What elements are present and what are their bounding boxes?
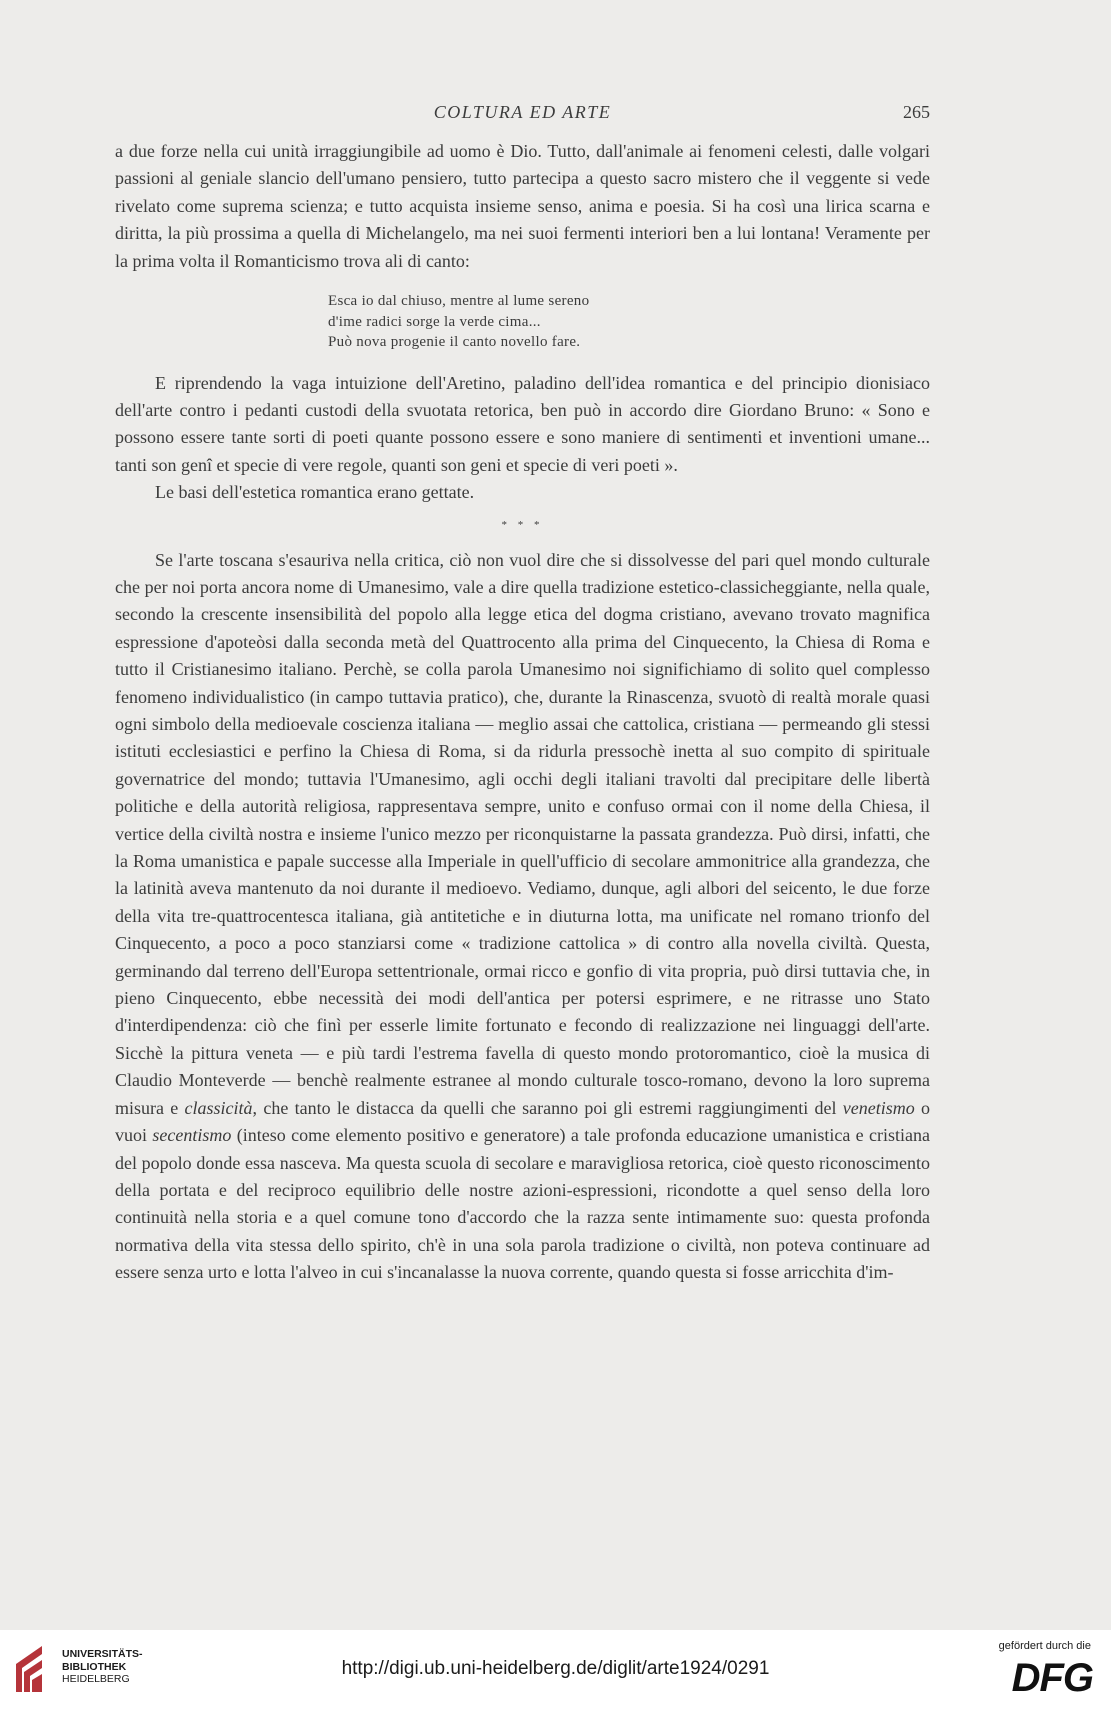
section-separator: * * * — [501, 518, 544, 531]
page-header — [115, 102, 930, 132]
library-name-line-2: BIBLIOTHEK — [62, 1660, 127, 1673]
italic-secentismo: secentismo — [152, 1125, 232, 1146]
paragraph-4-part-2: , che tanto le distacca da quelli che saranno poi gli estremi raggiungimenti del — [252, 1097, 837, 1118]
funding-caption: gefördert durch die — [998, 1640, 1091, 1652]
paragraph-3: Le basi dell'estetica romantica erano gettate. — [155, 482, 475, 503]
library-name-line-1: UNIVERSITÄTS- — [62, 1648, 143, 1660]
running-title: COLTURA ED ARTE — [433, 102, 612, 122]
verse-line-1: Esca io dal chiuso, mentre al lume sereno — [328, 293, 590, 310]
library-name-line-3: HEIDELBERG — [62, 1673, 130, 1685]
paragraph-2: E riprendendo la vaga intuizione dell'Aretino, paladino dell'idea romantica e del principio dionisiaco dell'arte contro i pedanti custodi della svuotata retorica, ben può in accordo dire Giordano Bruno: « Sono e possono essere tante sorti di poeti quante possono essere e sono maniere di sentimenti et inventioni umane... tanti son genî et specie di vere regole, quanti son geni et specie di veri poeti ». — [115, 372, 930, 475]
page-number: 265 — [903, 102, 930, 122]
italic-classicita: classicità — [184, 1097, 253, 1118]
paragraph-4-part-4: (inteso come elemento positivo e generatore) a tale profonda educazione umanistica e cristiana del popolo donde essa nasceva. Ma questa scuola di secolare e maravigliosa retorica, cioè questo riconoscimento della portata e del reciproco equilibrio delle nostre azioni-espressioni, ricondotte a quel senso della loro continuità nella storia e a quel comune tono d'accordo che la razza sente intimamente suo: questa profonda normativa della vita stessa dello spirito, ch'è in una sola parola tradizione o civiltà, non poteva continuare ad essere senza urto e lotta l'alveo in cui s'incanalasse la nuova corrente, quando questa si fosse arricchita d'im- — [115, 1125, 931, 1283]
body-text — [115, 138, 930, 1287]
paragraph-1: a due forze nella cui unità irraggiungibile ad uomo è Dio. Tutto, dall'animale ai fenomeni celesti, dalle volgari passioni al geniale slancio dell'umano pensiero, tutto partecipa a questo sacro mistero che il veggente si vede rivelato come suprema scienza; e tutto acquista insieme senso, anima e poesia. Si ha così una lirica scarna e diritta, la più prossima a quella di Michelangelo, ma nei suoi fermenti interiori ben a lui lontana! Veramente per la prima volta il Romanticismo trova ali di canto: — [115, 141, 930, 271]
paragraph-4 — [115, 547, 930, 1287]
verse-line-3: Può nova progenie il canto novello fare. — [328, 334, 581, 351]
document-url-link[interactable]: http://digi.ub.uni-heidelberg.de/diglit/arte1924/0291 — [341, 1658, 770, 1679]
dfg-logo: DFG — [1011, 1656, 1093, 1700]
verse-quote — [328, 291, 930, 353]
italic-venetismo: venetismo — [842, 1097, 915, 1118]
paragraph-4-part-1: Se l'arte toscana s'esauriva nella critica, ciò non vuol dire che si dissolvesse del pari quel mondo culturale che per noi porta ancora nome di Umanesimo, vale a dire quella tradizione estetico-classicheggiante, nella quale, secondo la crescente insensibilità del popolo alla legge etica del dogma cristiano, avevano trovato magnifica espressione d'apoteòsi dalla seconda metà del Quattrocento alla prima del Cinquecento, la Chiesa di Roma e tutto il Cristianesimo italiano. Perchè, se colla parola Umanesimo noi significhiamo di solito quel complesso fenomeno individualistico (in campo tuttavia pratico), che, durante la Rinascenza, svuotò di realtà morale quasi ogni simbolo della medioevale coscienza italiana — meglio assai che cattolica, cristiana — permeando gli stessi istituti ecclesiastici e perfino la Chiesa di Roma, si da ridurla pressochè inetta al suo compito di spirituale governatrice del mondo; tuttavia l'Umanesimo, agli occhi degli italiani travolti dal precipitare delle libertà politiche e della autorità religiosa, rappresentava sempre, unito e confuso ormai con il nome della Chiesa, il vertice della civiltà nostra e insieme l'unico mezzo per riconquistarne la passata grandezza. Può dirsi, infatti, che la Roma umanistica e papale successe alla Imperiale in quell'ufficio di secolare ammonitrice alla grandezza, che la latinità aveva mantenuto da noi durante il medioevo. Vediamo, dunque, agli albori del seicento, le due forze della vita tre-quattrocentesca italiana, già antitetiche e in diuturna lotta, ma unificate nel romano trionfo del Cinquecento, a poco a poco stanziarsi come « tradizione cattolica » di contro alla novella civiltà. Questa, germinando dal terreno dell'Europa settentrionale, ormai ricco e gonfio di vita propria, può dirsi tuttavia che, in pieno Cinquecento, ebbe necessità dei modi dell'antica per potersi esprimere, e ne ritrasse uno Stato d'interdipendenza: ciò che finì per esserle limite fortunato e fecondo di realizzazione nei linguaggi dell'arte. Sicchè la pittura veneta — e più tardi l'estrema favella di questo mondo protoromantico, cioè la musica di Claudio Monteverde — benchè realmente estranee al mondo culturale tosco-romano, devono la loro suprema misura e — [115, 549, 930, 1118]
paragraph-4-part-3: o vuoi — [115, 1097, 931, 1146]
verse-line-2: d'ime radici sorge la verde cima... — [328, 313, 541, 330]
footer-bar — [0, 1630, 1111, 1712]
